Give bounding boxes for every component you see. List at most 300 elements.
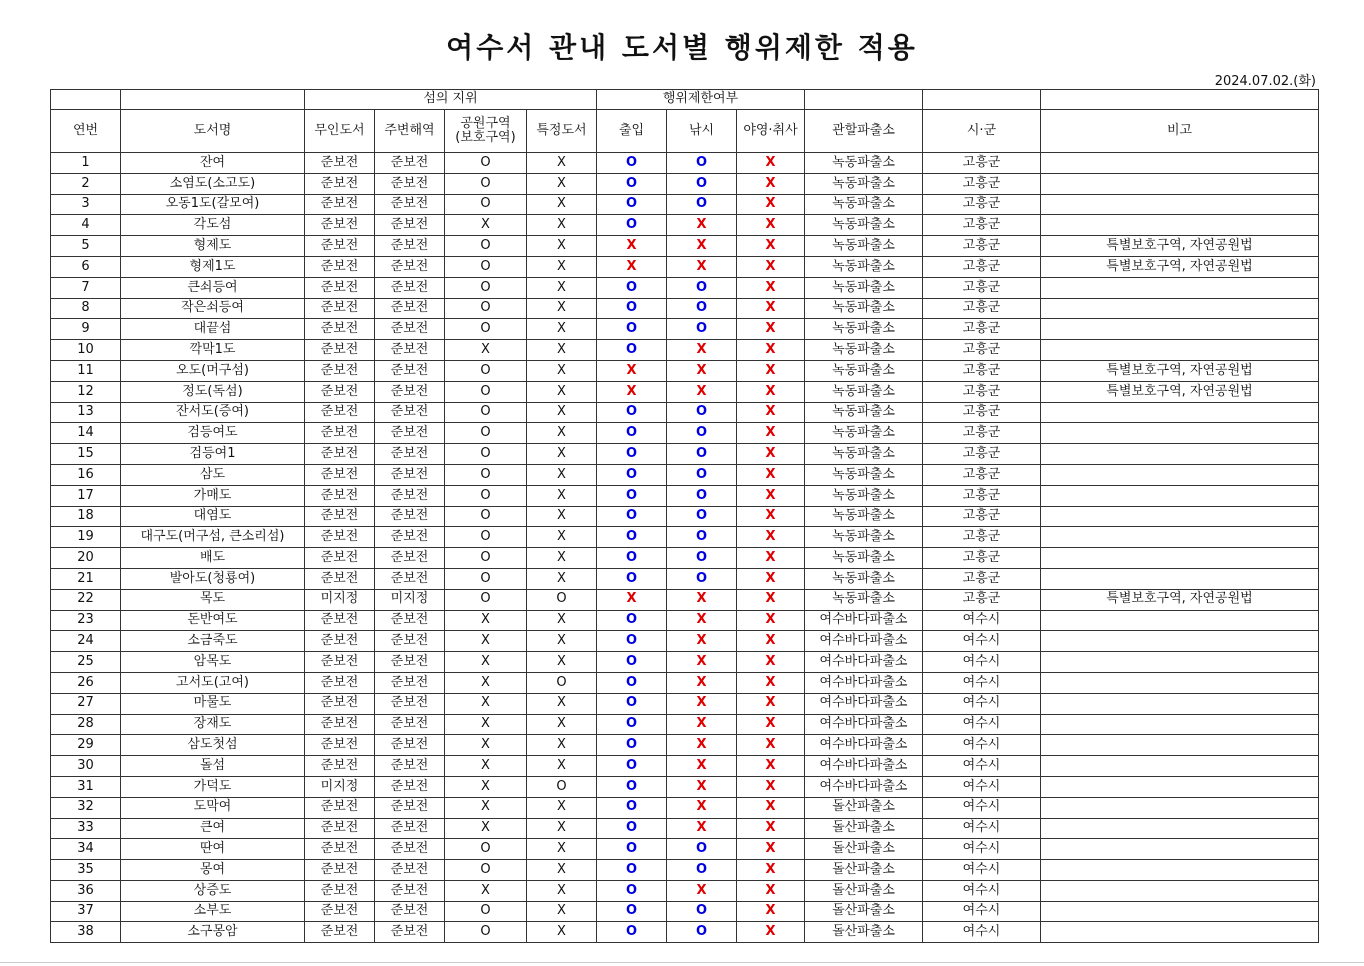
cell-no: 5	[51, 236, 121, 257]
cell-fishing: X	[667, 714, 737, 735]
cell-city: 여수시	[923, 610, 1041, 631]
cell-special: X	[527, 652, 597, 673]
cell-no: 12	[51, 381, 121, 402]
document-date: 2024.07.02.(화)	[1214, 74, 1316, 89]
divider	[0, 962, 1364, 963]
cell-name: 큰여	[121, 818, 305, 839]
cell-station: 녹동파출소	[805, 444, 923, 465]
cell-entry: O	[597, 922, 667, 943]
cell-entry: O	[597, 860, 667, 881]
header-note: 비고	[1041, 110, 1319, 153]
cell-camping: X	[737, 610, 805, 631]
cell-station: 녹동파출소	[805, 402, 923, 423]
cell-city: 여수시	[923, 631, 1041, 652]
cell-park-zone: X	[445, 672, 527, 693]
cell-entry: O	[597, 880, 667, 901]
cell-name: 대염도	[121, 506, 305, 527]
cell-city: 고흥군	[923, 485, 1041, 506]
cell-special: X	[527, 153, 597, 174]
cell-name: 잔서도(증여)	[121, 402, 305, 423]
cell-name: 고서도(고여)	[121, 672, 305, 693]
cell-no: 33	[51, 818, 121, 839]
cell-special: X	[527, 568, 597, 589]
cell-uninhabited: 준보전	[305, 880, 375, 901]
cell-uninhabited: 준보전	[305, 402, 375, 423]
cell-park-zone: O	[445, 506, 527, 527]
header-no: 연번	[51, 110, 121, 153]
cell-entry: O	[597, 652, 667, 673]
table-row	[51, 173, 1319, 194]
cell-city: 여수시	[923, 652, 1041, 673]
cell-no: 14	[51, 423, 121, 444]
cell-special: X	[527, 381, 597, 402]
cell-uninhabited: 준보전	[305, 797, 375, 818]
cell-entry: O	[597, 797, 667, 818]
cell-park-zone: O	[445, 381, 527, 402]
cell-note	[1041, 735, 1319, 756]
cell-special: X	[527, 256, 597, 277]
cell-station: 여수바다파출소	[805, 652, 923, 673]
cell-camping: X	[737, 631, 805, 652]
cell-park-zone: O	[445, 236, 527, 257]
cell-name: 돌섬	[121, 756, 305, 777]
cell-special: X	[527, 735, 597, 756]
cell-name: 각도섬	[121, 215, 305, 236]
cell-city: 여수시	[923, 776, 1041, 797]
cell-station: 돌산파출소	[805, 860, 923, 881]
cell-no: 16	[51, 464, 121, 485]
cell-note: 특별보호구역, 자연공원법	[1041, 256, 1319, 277]
cell-park-zone: O	[445, 922, 527, 943]
cell-park-zone: X	[445, 776, 527, 797]
cell-uninhabited: 준보전	[305, 173, 375, 194]
cell-uninhabited: 준보전	[305, 194, 375, 215]
cell-special: X	[527, 340, 597, 361]
cell-park-zone: X	[445, 215, 527, 236]
cell-fishing: O	[667, 839, 737, 860]
header-row	[51, 110, 1319, 153]
cell-city: 여수시	[923, 797, 1041, 818]
cell-uninhabited: 준보전	[305, 319, 375, 340]
cell-surrounding: 준보전	[375, 153, 445, 174]
cell-entry: O	[597, 839, 667, 860]
cell-city: 여수시	[923, 880, 1041, 901]
cell-camping: X	[737, 527, 805, 548]
cell-special: X	[527, 693, 597, 714]
cell-park-zone: O	[445, 256, 527, 277]
cell-surrounding: 준보전	[375, 256, 445, 277]
cell-special: X	[527, 922, 597, 943]
table-row	[51, 568, 1319, 589]
cell-camping: X	[737, 880, 805, 901]
header-city: 시·군	[923, 110, 1041, 153]
cell-fishing: X	[667, 756, 737, 777]
cell-park-zone: O	[445, 153, 527, 174]
cell-no: 2	[51, 173, 121, 194]
header-island-status-group: 섬의 지위	[305, 90, 597, 110]
cell-special: X	[527, 423, 597, 444]
cell-uninhabited: 준보전	[305, 839, 375, 860]
cell-entry: O	[597, 735, 667, 756]
cell-camping: X	[737, 714, 805, 735]
cell-station: 돌산파출소	[805, 922, 923, 943]
cell-camping: X	[737, 381, 805, 402]
cell-surrounding: 준보전	[375, 360, 445, 381]
cell-name: 암목도	[121, 652, 305, 673]
cell-no: 3	[51, 194, 121, 215]
cell-camping: X	[737, 901, 805, 922]
cell-uninhabited: 준보전	[305, 818, 375, 839]
cell-name: 소금죽도	[121, 631, 305, 652]
cell-entry: X	[597, 360, 667, 381]
cell-uninhabited: 준보전	[305, 464, 375, 485]
table-row	[51, 527, 1319, 548]
cell-park-zone: O	[445, 589, 527, 610]
cell-fishing: X	[667, 797, 737, 818]
cell-no: 32	[51, 797, 121, 818]
cell-fishing: O	[667, 153, 737, 174]
cell-entry: O	[597, 402, 667, 423]
cell-station: 돌산파출소	[805, 839, 923, 860]
cell-name: 딴여	[121, 839, 305, 860]
cell-uninhabited: 준보전	[305, 548, 375, 569]
cell-note	[1041, 506, 1319, 527]
cell-note	[1041, 215, 1319, 236]
cell-entry: O	[597, 173, 667, 194]
header-name: 도서명	[121, 110, 305, 153]
cell-no: 19	[51, 527, 121, 548]
cell-fishing: O	[667, 464, 737, 485]
cell-camping: X	[737, 818, 805, 839]
cell-park-zone: O	[445, 901, 527, 922]
cell-entry: O	[597, 693, 667, 714]
cell-station: 녹동파출소	[805, 485, 923, 506]
table-row	[51, 776, 1319, 797]
cell-surrounding: 준보전	[375, 839, 445, 860]
header-blank	[805, 90, 923, 110]
cell-camping: X	[737, 298, 805, 319]
cell-station: 돌산파출소	[805, 880, 923, 901]
cell-entry: O	[597, 215, 667, 236]
table-row	[51, 714, 1319, 735]
cell-park-zone: X	[445, 610, 527, 631]
cell-surrounding: 준보전	[375, 464, 445, 485]
cell-note	[1041, 298, 1319, 319]
cell-special: X	[527, 839, 597, 860]
cell-entry: O	[597, 485, 667, 506]
cell-fishing: O	[667, 860, 737, 881]
cell-name: 검등여1	[121, 444, 305, 465]
cell-park-zone: O	[445, 319, 527, 340]
cell-fishing: O	[667, 194, 737, 215]
cell-no: 34	[51, 839, 121, 860]
cell-city: 고흥군	[923, 277, 1041, 298]
cell-no: 35	[51, 860, 121, 881]
cell-entry: O	[597, 714, 667, 735]
cell-camping: X	[737, 402, 805, 423]
cell-special: X	[527, 236, 597, 257]
cell-station: 녹동파출소	[805, 568, 923, 589]
cell-note	[1041, 277, 1319, 298]
cell-special: X	[527, 818, 597, 839]
cell-surrounding: 준보전	[375, 527, 445, 548]
cell-no: 30	[51, 756, 121, 777]
header-blank	[1041, 90, 1319, 110]
cell-name: 소구몽암	[121, 922, 305, 943]
cell-station: 여수바다파출소	[805, 610, 923, 631]
cell-park-zone: O	[445, 568, 527, 589]
cell-uninhabited: 준보전	[305, 444, 375, 465]
table-row	[51, 589, 1319, 610]
cell-note	[1041, 153, 1319, 174]
table-row	[51, 693, 1319, 714]
cell-camping: X	[737, 485, 805, 506]
cell-surrounding: 준보전	[375, 319, 445, 340]
cell-surrounding: 준보전	[375, 173, 445, 194]
cell-note: 특별보호구역, 자연공원법	[1041, 589, 1319, 610]
cell-no: 23	[51, 610, 121, 631]
cell-name: 삼도	[121, 464, 305, 485]
cell-name: 잔여	[121, 153, 305, 174]
cell-park-zone: X	[445, 631, 527, 652]
cell-fishing: X	[667, 776, 737, 797]
cell-park-zone: O	[445, 194, 527, 215]
cell-city: 고흥군	[923, 256, 1041, 277]
cell-uninhabited: 준보전	[305, 568, 375, 589]
cell-uninhabited: 준보전	[305, 756, 375, 777]
cell-station: 녹동파출소	[805, 340, 923, 361]
cell-no: 31	[51, 776, 121, 797]
cell-city: 고흥군	[923, 381, 1041, 402]
cell-uninhabited: 미지정	[305, 776, 375, 797]
cell-park-zone: O	[445, 423, 527, 444]
cell-camping: X	[737, 860, 805, 881]
cell-camping: X	[737, 277, 805, 298]
cell-no: 17	[51, 485, 121, 506]
cell-special: X	[527, 548, 597, 569]
cell-fishing: X	[667, 215, 737, 236]
cell-camping: X	[737, 464, 805, 485]
cell-entry: O	[597, 568, 667, 589]
cell-uninhabited: 준보전	[305, 236, 375, 257]
cell-note	[1041, 839, 1319, 860]
cell-surrounding: 준보전	[375, 776, 445, 797]
cell-note	[1041, 194, 1319, 215]
cell-special: X	[527, 215, 597, 236]
cell-station: 돌산파출소	[805, 818, 923, 839]
table-row	[51, 901, 1319, 922]
cell-park-zone: X	[445, 756, 527, 777]
cell-surrounding: 준보전	[375, 548, 445, 569]
cell-surrounding: 준보전	[375, 506, 445, 527]
cell-city: 여수시	[923, 693, 1041, 714]
cell-special: X	[527, 464, 597, 485]
cell-station: 녹동파출소	[805, 194, 923, 215]
cell-camping: X	[737, 319, 805, 340]
cell-special: O	[527, 776, 597, 797]
cell-name: 장재도	[121, 714, 305, 735]
cell-surrounding: 준보전	[375, 568, 445, 589]
cell-fishing: X	[667, 340, 737, 361]
cell-special: X	[527, 319, 597, 340]
cell-park-zone: X	[445, 797, 527, 818]
cell-uninhabited: 준보전	[305, 922, 375, 943]
cell-uninhabited: 준보전	[305, 153, 375, 174]
cell-city: 고흥군	[923, 568, 1041, 589]
cell-note: 특별보호구역, 자연공원법	[1041, 360, 1319, 381]
cell-name: 소염도(소고도)	[121, 173, 305, 194]
cell-city: 고흥군	[923, 340, 1041, 361]
cell-uninhabited: 준보전	[305, 735, 375, 756]
cell-entry: X	[597, 236, 667, 257]
cell-city: 고흥군	[923, 402, 1041, 423]
cell-station: 돌산파출소	[805, 797, 923, 818]
cell-camping: X	[737, 797, 805, 818]
cell-camping: X	[737, 444, 805, 465]
table-row	[51, 610, 1319, 631]
cell-no: 7	[51, 277, 121, 298]
table-row	[51, 444, 1319, 465]
cell-uninhabited: 준보전	[305, 860, 375, 881]
cell-city: 여수시	[923, 818, 1041, 839]
cell-entry: O	[597, 277, 667, 298]
cell-city: 고흥군	[923, 360, 1041, 381]
header-entry: 출입	[597, 110, 667, 153]
table-row	[51, 402, 1319, 423]
cell-entry: X	[597, 381, 667, 402]
cell-fishing: O	[667, 444, 737, 465]
cell-camping: X	[737, 506, 805, 527]
cell-park-zone: O	[445, 548, 527, 569]
cell-city: 고흥군	[923, 589, 1041, 610]
cell-camping: X	[737, 839, 805, 860]
header-group-row	[51, 90, 1319, 110]
cell-no: 18	[51, 506, 121, 527]
cell-name: 몽여	[121, 860, 305, 881]
cell-camping: X	[737, 256, 805, 277]
cell-camping: X	[737, 548, 805, 569]
table-row	[51, 464, 1319, 485]
cell-park-zone: O	[445, 360, 527, 381]
cell-no: 8	[51, 298, 121, 319]
cell-fishing: O	[667, 402, 737, 423]
cell-no: 1	[51, 153, 121, 174]
cell-surrounding: 준보전	[375, 381, 445, 402]
cell-city: 고흥군	[923, 298, 1041, 319]
cell-entry: O	[597, 506, 667, 527]
cell-uninhabited: 준보전	[305, 631, 375, 652]
cell-name: 형제도	[121, 236, 305, 257]
cell-fishing: X	[667, 672, 737, 693]
cell-surrounding: 준보전	[375, 901, 445, 922]
cell-note	[1041, 776, 1319, 797]
header-station: 관할파출소	[805, 110, 923, 153]
cell-note	[1041, 922, 1319, 943]
cell-note	[1041, 527, 1319, 548]
cell-entry: O	[597, 340, 667, 361]
cell-note	[1041, 464, 1319, 485]
header-special: 특정도서	[527, 110, 597, 153]
cell-note	[1041, 340, 1319, 361]
cell-surrounding: 준보전	[375, 444, 445, 465]
cell-note: 특별보호구역, 자연공원법	[1041, 236, 1319, 257]
cell-park-zone: O	[445, 485, 527, 506]
cell-camping: X	[737, 194, 805, 215]
cell-no: 37	[51, 901, 121, 922]
cell-station: 녹동파출소	[805, 464, 923, 485]
cell-camping: X	[737, 756, 805, 777]
cell-camping: X	[737, 153, 805, 174]
cell-park-zone: X	[445, 693, 527, 714]
cell-surrounding: 준보전	[375, 485, 445, 506]
cell-uninhabited: 준보전	[305, 423, 375, 444]
cell-entry: O	[597, 756, 667, 777]
cell-name: 발아도(청룡여)	[121, 568, 305, 589]
header-restriction-group: 행위제한여부	[597, 90, 805, 110]
cell-name: 대끝섬	[121, 319, 305, 340]
cell-station: 녹동파출소	[805, 256, 923, 277]
cell-park-zone: O	[445, 464, 527, 485]
cell-camping: X	[737, 568, 805, 589]
cell-park-zone: O	[445, 860, 527, 881]
cell-entry: O	[597, 548, 667, 569]
cell-name: 큰쇠등여	[121, 277, 305, 298]
cell-station: 녹동파출소	[805, 153, 923, 174]
cell-special: X	[527, 173, 597, 194]
table-row	[51, 340, 1319, 361]
cell-no: 13	[51, 402, 121, 423]
table-row	[51, 298, 1319, 319]
cell-special: O	[527, 672, 597, 693]
cell-station: 녹동파출소	[805, 381, 923, 402]
cell-city: 고흥군	[923, 215, 1041, 236]
cell-uninhabited: 준보전	[305, 714, 375, 735]
cell-no: 26	[51, 672, 121, 693]
cell-uninhabited: 준보전	[305, 256, 375, 277]
cell-uninhabited: 준보전	[305, 381, 375, 402]
cell-special: X	[527, 485, 597, 506]
cell-camping: X	[737, 922, 805, 943]
cell-surrounding: 준보전	[375, 818, 445, 839]
table-row	[51, 818, 1319, 839]
cell-fishing: X	[667, 880, 737, 901]
cell-surrounding: 준보전	[375, 652, 445, 673]
cell-note	[1041, 901, 1319, 922]
cell-note	[1041, 173, 1319, 194]
table-row	[51, 652, 1319, 673]
cell-city: 여수시	[923, 756, 1041, 777]
cell-entry: O	[597, 610, 667, 631]
cell-special: X	[527, 714, 597, 735]
cell-special: X	[527, 194, 597, 215]
cell-surrounding: 준보전	[375, 735, 445, 756]
cell-city: 여수시	[923, 714, 1041, 735]
cell-name: 가덕도	[121, 776, 305, 797]
table-row	[51, 256, 1319, 277]
cell-no: 10	[51, 340, 121, 361]
cell-name: 상증도	[121, 880, 305, 901]
cell-special: X	[527, 797, 597, 818]
restriction-table	[50, 89, 1319, 943]
cell-special: X	[527, 298, 597, 319]
cell-surrounding: 준보전	[375, 194, 445, 215]
table-row	[51, 236, 1319, 257]
cell-station: 녹동파출소	[805, 319, 923, 340]
cell-entry: O	[597, 298, 667, 319]
cell-city: 고흥군	[923, 236, 1041, 257]
cell-city: 여수시	[923, 839, 1041, 860]
cell-name: 소부도	[121, 901, 305, 922]
